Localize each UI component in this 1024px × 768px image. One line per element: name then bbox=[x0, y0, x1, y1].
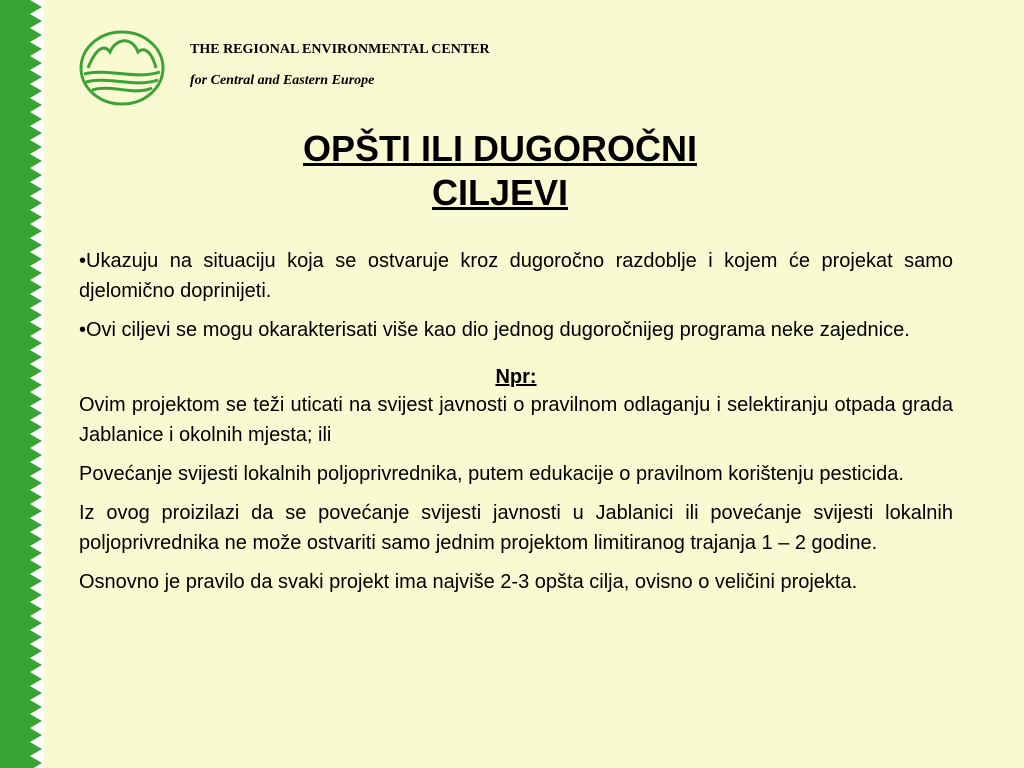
slide-title bbox=[200, 127, 800, 215]
slide-title-line-2: CILJEVI bbox=[431, 172, 569, 213]
example-label: Npr: bbox=[495, 366, 537, 388]
slide-title-line-1: OPŠTI ILI DUGOROČNI bbox=[302, 128, 697, 169]
org-title: THE REGIONAL ENVIRONMENTAL CENTER bbox=[190, 42, 490, 57]
bullet-item: •Ukazuju na situaciju koja se ostvaruje kroz dugoročno razdoblje i kojem će projekat samo djelomično doprinijeti. bbox=[79, 250, 953, 302]
org-subtitle: for Central and Eastern Europe bbox=[190, 73, 375, 88]
arrow-border-pattern bbox=[0, 0, 44, 768]
body-paragraph: Ovim projektom se teži uticati na svijest javnosti o pravilnom odlaganju i selektiranju otpada grada Jablanice i okolnih mjesta; ili bbox=[79, 394, 953, 446]
body-paragraph: Iz ovog proizilazi da se povećanje svijesti javnosti u Jablanici ili povećanje svijesti lokalnih poljoprivrednika ne može ostvariti samo jednim projektom limitiranog trajanja 1 – 2 godine. bbox=[79, 502, 953, 554]
bullet-item: •Ovi ciljevi se mogu okarakterisati više kao dio jednog dugoročnijeg programa neke zajednice. bbox=[79, 319, 910, 341]
body-paragraph: Osnovno je pravilo da svaki projekt ima najviše 2-3 opšta cilja, ovisno o veličini projekta. bbox=[79, 571, 858, 593]
slide-body bbox=[79, 246, 953, 597]
rec-hills-logo-icon bbox=[78, 28, 166, 108]
green-arrow-border bbox=[0, 0, 44, 768]
body-paragraph: Povećanje svijesti lokalnih poljoprivrednika, putem edukacije o pravilnom korištenju pesticida. bbox=[79, 463, 904, 485]
